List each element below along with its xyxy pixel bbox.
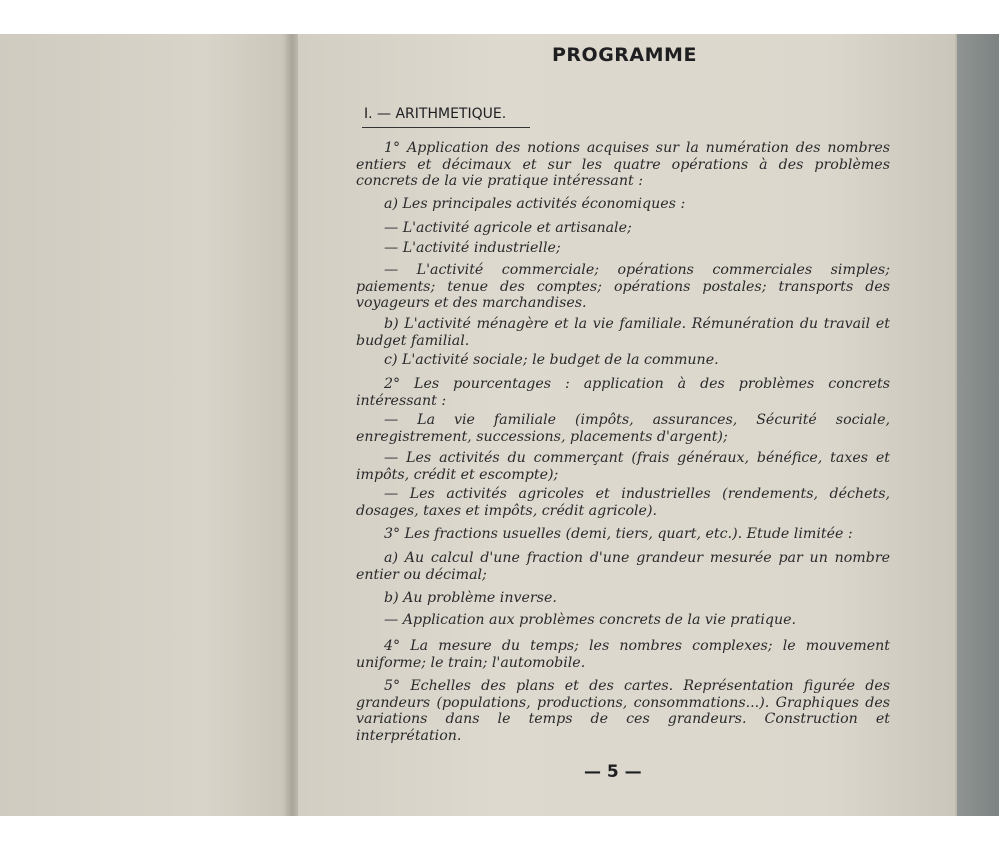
paragraph-6: b) L'activité ménagère et la vie familiale. Rémunération du travail et budget familial. xyxy=(356,316,890,349)
paragraph-17: 5° Echelles des plans et des cartes. Représentation figurée des grandeurs (populations, productions, consommations...). Graphiques des variations dans le temps de ces grandeurs. Construction et interprétation. xyxy=(356,678,890,744)
paragraph-12: 3° Les fractions usuelles (demi, tiers, quart, etc.). Etude limitée : xyxy=(384,526,853,542)
section-heading: I. — ARITHMETIQUE. xyxy=(364,106,507,122)
paragraph-4: — L'activité industrielle; xyxy=(384,240,561,256)
paragraph-13: a) Au calcul d'une fraction d'une grandeur mesurée par un nombre entier ou décimal; xyxy=(356,550,890,583)
paragraph-7: c) L'activité sociale; le budget de la commune. xyxy=(384,352,719,368)
grey-background-surface xyxy=(957,34,999,816)
paragraph-5: — L'activité commerciale; opérations commerciales simples; paiements; tenue des comptes; opérations postales; transports des voyageurs et des marchandises. xyxy=(356,262,890,311)
left-blank-page xyxy=(0,34,292,816)
right-page xyxy=(298,34,960,816)
paragraph-2: a) Les principales activités économiques : xyxy=(384,196,686,212)
paragraph-16: 4° La mesure du temps; les nombres complexes; le mouvement uniforme; le train; l'automobile. xyxy=(356,638,890,671)
paragraph-3: — L'activité agricole et artisanale; xyxy=(384,220,632,236)
paragraph-10: — Les activités du commerçant (frais généraux, bénéfice, taxes et impôts, crédit et escompte); xyxy=(356,450,890,483)
book-photo xyxy=(0,34,999,816)
page-title: PROGRAMME xyxy=(552,44,697,66)
page-number: — 5 — xyxy=(584,762,642,782)
paragraph-14: b) Au problème inverse. xyxy=(384,590,557,606)
paragraph-15: — Application aux problèmes concrets de la vie pratique. xyxy=(384,612,797,628)
paragraph-11: — Les activités agricoles et industrielles (rendements, déchets, dosages, taxes et impôts, crédit agricole). xyxy=(356,486,890,519)
paragraph-8: 2° Les pourcentages : application à des problèmes concrets intéressant : xyxy=(356,376,890,409)
section-underline xyxy=(362,127,530,128)
paragraph-9: — La vie familiale (impôts, assurances, Sécurité sociale, enregistrement, successions, placements d'argent); xyxy=(356,412,890,445)
paragraph-1: 1° Application des notions acquises sur la numération des nombres entiers et décimaux et sur les quatre opérations à des problèmes concrets de la vie pratique intéressant : xyxy=(356,140,890,189)
